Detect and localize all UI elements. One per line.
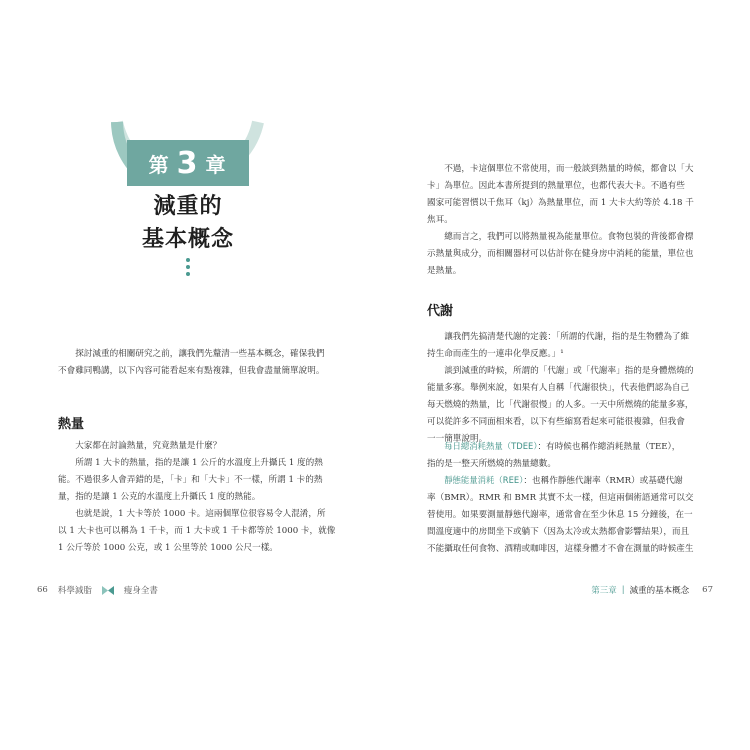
text-line: 能。不過很多人會弄錯的是，「卡」和「大卡」不一樣，所謂 1 卡的熱: [58, 475, 323, 485]
tdee-term: 每日總消耗熱量（TDEE）: [444, 441, 538, 451]
text-line: 間溫度適中的房間坐下或躺下（因為太冷或太熱都會影響結果），而且: [427, 527, 690, 537]
footer-chapter-title: 減重的基本概念: [629, 586, 690, 596]
metabolism-paragraph: [427, 329, 697, 448]
tdee-definition-line-2: 指的是一整天所燃燒的熱量總數。: [427, 459, 556, 469]
tdee-definition-text: ：有時候也稱作總消耗熱量（TEE），: [537, 442, 681, 452]
section-heading-metabolism: 代謝: [427, 304, 454, 319]
text-line: 也就是說，1 大卡等於 1000 卡。這兩個單位很容易令人混淆，所: [75, 509, 326, 519]
ree-term: 靜態能量消耗（REE）: [444, 475, 524, 485]
text-line: 是熱量。: [427, 266, 462, 276]
text-line: 示熱量與成分，而相關器材可以估計你在健身房中消耗的能量，單位也: [427, 249, 694, 259]
text-line: 1 公斤等於 1000 公克，或 1 公里等於 1000 公尺一樣。: [58, 543, 278, 553]
chapter-title-line-1: 減重的: [153, 194, 223, 219]
intro-paragraph: [58, 346, 343, 380]
page-number-right: 67: [702, 585, 713, 595]
footer-chapter: 第三章: [591, 586, 617, 596]
text-line: 焦耳。: [427, 215, 453, 225]
book-title-part-1: 科學減脂: [57, 586, 92, 596]
chapter-title: [118, 190, 258, 256]
page-number-left: 66: [37, 585, 48, 595]
text-line: 能量多寡。舉例來說，如果有人自稱「代謝很快」，代表他們認為自己: [427, 383, 690, 393]
text-line: 替使用。如果要測量靜態代謝率，通常會在至少休息 15 分鐘後，在一: [427, 510, 693, 520]
text-line: 不能攝取任何食物、酒精或咖啡因，這樣身體才不會在測量的時候產生: [427, 544, 694, 554]
section-heading-heat: 熱量: [58, 417, 85, 432]
text-line: 不過，卡這個單位不常使用，而一般談到熱量的時候，都會以「大: [444, 164, 694, 174]
chapter-number: 3: [176, 145, 200, 181]
text-line: 談到減重的時候，所謂的「代謝」或「代謝率」指的是身體燃燒的: [444, 366, 694, 376]
text-line: 所謂 1 大卡的熱量，指的是讓 1 公斤的水溫度上升攝氏 1 度的熱: [75, 458, 323, 468]
text-line: 可以從許多不同面相來看，以下有些縮寫看起來可能很複雜，但我會: [427, 417, 685, 427]
chapter-number-label: [127, 140, 249, 186]
right-footer: [591, 584, 713, 596]
text-line: 大家都在討論熱量，究竟熱量是什麼？: [75, 441, 222, 451]
book-logo-icon: [102, 586, 114, 595]
text-line: 國家可能習慣以千焦耳（kj）為熱量單位，而 1 大卡大約等於 4.18 千: [427, 198, 694, 208]
intro-line: 探討減重的相關研究之前，讓我們先釐清一些基本概念，確保我們: [75, 349, 325, 359]
chapter-prefix: 第: [148, 152, 171, 177]
ree-definition: [427, 472, 697, 558]
footer-separator: |: [621, 585, 625, 595]
text-line: 以 1 大卡也可以稱為 1 千卡，而 1 大卡或 1 千卡都等於 1000 卡，就像: [58, 526, 336, 536]
chapter-suffix: 章: [205, 152, 228, 177]
intro-line: 不會雞同鴨講，以下內容可能看起來有點複雜，但我會盡量簡單說明。: [58, 366, 325, 376]
text-line: 率（BMR）。RMR 和 BMR 其實不太一樣，但這兩個術語通常可以交: [427, 493, 694, 503]
book-title-part-2: 瘦身全書: [123, 586, 158, 596]
ree-definition-text: ：也稱作靜態代謝率（RMR）或基礎代謝: [523, 476, 683, 486]
text-line: 量，指的是讓 1 公克的水溫度上升攝氏 1 度的熱能。: [58, 492, 261, 502]
tdee-definition: [427, 438, 697, 473]
text-line: 卡」為單位。因此本書所提到的熱量單位，也都代表大卡。不過有些: [427, 181, 685, 191]
left-footer: [37, 584, 158, 596]
heat-paragraph: [58, 438, 343, 557]
text-line: 每天燃燒的熱量，比「代謝很慢」的人多。一天中所燃燒的能量多寡，: [427, 400, 694, 410]
chapter-title-line-2: 基本概念: [141, 227, 234, 252]
vertical-dots-icon: [183, 258, 193, 279]
text-line: 總而言之，我們可以將熱量視為能量單位。食物包裝的背後都會標: [444, 232, 694, 242]
text-line: 讓我們先搞清楚代謝的定義：「所謂的代謝，指的是生物體為了維: [444, 332, 690, 342]
right-intro-paragraph: [427, 161, 697, 280]
text-line: 一一簡單說明。: [427, 434, 488, 444]
text-line: 持生命而產生的一連串化學反應。」¹: [427, 349, 564, 359]
